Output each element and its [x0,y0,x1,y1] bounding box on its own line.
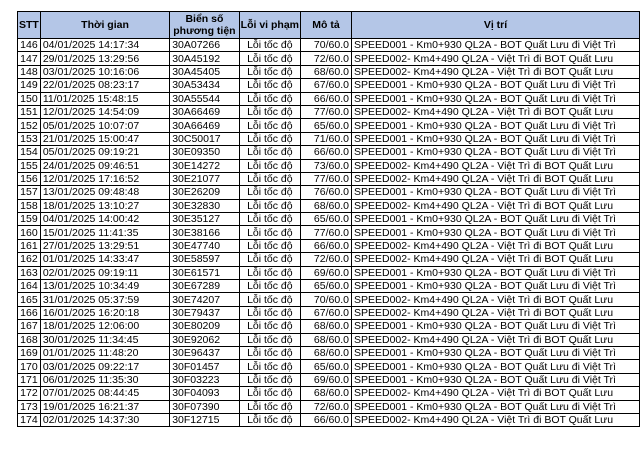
description-cell: 66/60.0 [301,413,352,426]
plate-cell: 30E32830 [170,199,239,212]
header-row [18,12,640,39]
location-cell: SPEED001 - Km0+930 QL2A - BOT Quất Lưu đi Việt Trì [351,79,639,92]
description-cell: 70/60.0 [301,39,352,52]
violation-cell: Lỗi tốc độ [239,280,300,293]
table-row [18,306,640,319]
location-cell: SPEED001 - Km0+930 QL2A - BOT Quất Lưu đi Việt Trì [351,266,639,279]
location-cell: SPEED001 - Km0+930 QL2A - BOT Quất Lưu đi Việt Trì [351,280,639,293]
table-row [18,333,640,346]
location-cell: SPEED001 - Km0+930 QL2A - BOT Quất Lưu đi Việt Trì [351,360,639,373]
plate-cell: 30E21077 [170,172,239,185]
stt-cell: 157 [18,186,41,199]
description-cell: 77/60.0 [301,226,352,239]
table-row [18,253,640,266]
description-cell: 68/60.0 [301,333,352,346]
description-cell: 69/60.0 [301,266,352,279]
time-cell: 12/01/2025 17:16:52 [40,172,169,185]
time-cell: 13/01/2025 09:48:48 [40,186,169,199]
stt-cell: 158 [18,199,41,212]
location-cell: SPEED002- Km4+490 QL2A - Việt Trì đi BOT Quất Lưu [351,159,639,172]
stt-cell: 168 [18,333,41,346]
description-cell: 77/60.0 [301,105,352,118]
plate-cell: 30E80209 [170,320,239,333]
stt-cell: 174 [18,413,41,426]
stt-cell: 153 [18,132,41,145]
description-cell: 73/60.0 [301,159,352,172]
table-row [18,226,640,239]
table-row [18,239,640,252]
time-cell: 11/01/2025 15:48:15 [40,92,169,105]
violation-cell: Lỗi tốc độ [239,400,300,413]
table-row [18,387,640,400]
violation-cell: Lỗi tốc độ [239,333,300,346]
time-cell: 05/01/2025 10:07:07 [40,119,169,132]
stt-cell: 171 [18,373,41,386]
header-location: Vị trí [351,12,639,39]
plate-cell: 30E47740 [170,239,239,252]
plate-cell: 30A55544 [170,92,239,105]
violation-cell: Lỗi tốc độ [239,387,300,400]
table-row [18,79,640,92]
stt-cell: 147 [18,52,41,65]
time-cell: 15/01/2025 11:41:35 [40,226,169,239]
location-cell: SPEED002- Km4+490 QL2A - Việt Trì đi BOT Quất Lưu [351,333,639,346]
violation-cell: Lỗi tốc độ [239,186,300,199]
table-row [18,293,640,306]
time-cell: 18/01/2025 12:06:00 [40,320,169,333]
location-cell: SPEED002- Km4+490 QL2A - Việt Trì đi BOT Quất Lưu [351,172,639,185]
description-cell: 66/60.0 [301,92,352,105]
plate-cell: 30E67289 [170,280,239,293]
stt-cell: 169 [18,346,41,359]
plate-cell: 30A66469 [170,105,239,118]
stt-cell: 166 [18,306,41,319]
violation-cell: Lỗi tốc độ [239,199,300,212]
time-cell: 31/01/2025 05:37:59 [40,293,169,306]
location-cell: SPEED001 - Km0+930 QL2A - BOT Quất Lưu đi Việt Trì [351,226,639,239]
time-cell: 04/01/2025 14:17:34 [40,39,169,52]
plate-cell: 30A53434 [170,79,239,92]
description-cell: 76/60.0 [301,186,352,199]
table-row [18,39,640,52]
time-cell: 02/01/2025 09:19:11 [40,266,169,279]
plate-cell: 30E58597 [170,253,239,266]
description-cell: 77/60.0 [301,172,352,185]
location-cell: SPEED002- Km4+490 QL2A - Việt Trì đi BOT Quất Lưu [351,306,639,319]
plate-cell: 30C50017 [170,132,239,145]
header-plate: Biển số phương tiện [170,12,239,39]
stt-cell: 152 [18,119,41,132]
stt-cell: 154 [18,146,41,159]
violation-cell: Lỗi tốc độ [239,306,300,319]
plate-cell: 30E61571 [170,266,239,279]
violation-cell: Lỗi tốc độ [239,92,300,105]
table-row [18,360,640,373]
violation-cell: Lỗi tốc độ [239,253,300,266]
stt-cell: 150 [18,92,41,105]
violation-cell: Lỗi tốc độ [239,320,300,333]
time-cell: 29/01/2025 13:29:56 [40,52,169,65]
location-cell: SPEED002- Km4+490 QL2A - Việt Trì đi BOT Quất Lưu [351,65,639,78]
time-cell: 06/01/2025 11:35:30 [40,373,169,386]
description-cell: 70/60.0 [301,293,352,306]
description-cell: 67/60.0 [301,306,352,319]
location-cell: SPEED002- Km4+490 QL2A - Việt Trì đi BOT Quất Lưu [351,52,639,65]
violation-cell: Lỗi tốc độ [239,146,300,159]
violation-cell: Lỗi tốc độ [239,105,300,118]
plate-cell: 30A45405 [170,65,239,78]
table-row [18,159,640,172]
stt-cell: 148 [18,65,41,78]
time-cell: 05/01/2025 09:19:21 [40,146,169,159]
description-cell: 68/60.0 [301,346,352,359]
violation-cell: Lỗi tốc độ [239,226,300,239]
location-cell: SPEED002- Km4+490 QL2A - Việt Trì đi BOT Quất Lưu [351,293,639,306]
table-row [18,346,640,359]
plate-cell: 30E09350 [170,146,239,159]
description-cell: 68/60.0 [301,387,352,400]
violation-cell: Lỗi tốc độ [239,65,300,78]
time-cell: 16/01/2025 16:20:18 [40,306,169,319]
table-row [18,199,640,212]
location-cell: SPEED001 - Km0+930 QL2A - BOT Quất Lưu đi Việt Trì [351,213,639,226]
header-time: Thời gian [40,12,169,39]
location-cell: SPEED001 - Km0+930 QL2A - BOT Quất Lưu đi Việt Trì [351,400,639,413]
description-cell: 65/60.0 [301,119,352,132]
table-row [18,92,640,105]
table-row [18,105,640,118]
plate-cell: 30F01457 [170,360,239,373]
violation-cell: Lỗi tốc độ [239,159,300,172]
location-cell: SPEED001 - Km0+930 QL2A - BOT Quất Lưu đi Việt Trì [351,320,639,333]
violation-cell: Lỗi tốc độ [239,132,300,145]
location-cell: SPEED002- Km4+490 QL2A - Việt Trì đi BOT Quất Lưu [351,413,639,426]
time-cell: 01/01/2025 11:48:20 [40,346,169,359]
stt-cell: 149 [18,79,41,92]
plate-cell: 30F07390 [170,400,239,413]
violation-cell: Lỗi tốc độ [239,373,300,386]
violation-cell: Lỗi tốc độ [239,293,300,306]
description-cell: 72/60.0 [301,52,352,65]
stt-cell: 165 [18,293,41,306]
header-stt: STT [18,12,41,39]
time-cell: 04/01/2025 14:00:42 [40,213,169,226]
plate-cell: 30A45192 [170,52,239,65]
time-cell: 27/01/2025 13:29:51 [40,239,169,252]
time-cell: 18/01/2025 13:10:27 [40,199,169,212]
plate-cell: 30A66469 [170,119,239,132]
location-cell: SPEED001 - Km0+930 QL2A - BOT Quất Lưu đi Việt Trì [351,132,639,145]
location-cell: SPEED002- Km4+490 QL2A - Việt Trì đi BOT Quất Lưu [351,199,639,212]
plate-cell: 30E96437 [170,346,239,359]
plate-cell: 30F04093 [170,387,239,400]
table-row [18,65,640,78]
location-cell: SPEED001 - Km0+930 QL2A - BOT Quất Lưu đi Việt Trì [351,146,639,159]
table-row [18,400,640,413]
header-description: Mô tả [301,12,352,39]
violation-cell: Lỗi tốc độ [239,119,300,132]
plate-cell: 30E14272 [170,159,239,172]
description-cell: 69/60.0 [301,373,352,386]
table-row [18,186,640,199]
table-row [18,320,640,333]
description-cell: 65/60.0 [301,280,352,293]
stt-cell: 161 [18,239,41,252]
location-cell: SPEED001 - Km0+930 QL2A - BOT Quất Lưu đi Việt Trì [351,346,639,359]
time-cell: 03/01/2025 09:22:17 [40,360,169,373]
table-row [18,52,640,65]
description-cell: 68/60.0 [301,65,352,78]
time-cell: 21/01/2025 15:00:47 [40,132,169,145]
plate-cell: 30E35127 [170,213,239,226]
time-cell: 07/01/2025 08:44:45 [40,387,169,400]
table-body [18,39,640,427]
table-row [18,146,640,159]
description-cell: 66/60.0 [301,146,352,159]
table-row [18,413,640,426]
location-cell: SPEED002- Km4+490 QL2A - Việt Trì đi BOT Quất Lưu [351,387,639,400]
stt-cell: 163 [18,266,41,279]
location-cell: SPEED001 - Km0+930 QL2A - BOT Quất Lưu đi Việt Trì [351,119,639,132]
time-cell: 22/01/2025 08:23:17 [40,79,169,92]
violation-cell: Lỗi tốc độ [239,346,300,359]
violation-cell: Lỗi tốc độ [239,52,300,65]
stt-cell: 172 [18,387,41,400]
description-cell: 67/60.0 [301,79,352,92]
violation-cell: Lỗi tốc độ [239,360,300,373]
location-cell: SPEED002- Km4+490 QL2A - Việt Trì đi BOT Quất Lưu [351,253,639,266]
time-cell: 01/01/2025 14:33:47 [40,253,169,266]
time-cell: 13/01/2025 10:34:49 [40,280,169,293]
plate-cell: 30E79437 [170,306,239,319]
description-cell: 68/60.0 [301,320,352,333]
time-cell: 02/01/2025 14:37:30 [40,413,169,426]
description-cell: 68/60.0 [301,199,352,212]
description-cell: 65/60.0 [301,360,352,373]
location-cell: SPEED001 - Km0+930 QL2A - BOT Quất Lưu đi Việt Trì [351,39,639,52]
plate-cell: 30E38166 [170,226,239,239]
violation-cell: Lỗi tốc độ [239,172,300,185]
plate-cell: 30A07266 [170,39,239,52]
table-row [18,266,640,279]
time-cell: 30/01/2025 11:34:45 [40,333,169,346]
stt-cell: 164 [18,280,41,293]
plate-cell: 30F03223 [170,373,239,386]
location-cell: SPEED002- Km4+490 QL2A - Việt Trì đi BOT Quất Lưu [351,105,639,118]
stt-cell: 159 [18,213,41,226]
location-cell: SPEED001 - Km0+930 QL2A - BOT Quất Lưu đi Việt Trì [351,92,639,105]
violation-cell: Lỗi tốc độ [239,79,300,92]
table-row [18,213,640,226]
plate-cell: 30E92062 [170,333,239,346]
time-cell: 12/01/2025 14:54:09 [40,105,169,118]
description-cell: 66/60.0 [301,239,352,252]
table-row [18,373,640,386]
description-cell: 72/60.0 [301,253,352,266]
plate-cell: 30E26209 [170,186,239,199]
violation-cell: Lỗi tốc độ [239,239,300,252]
stt-cell: 151 [18,105,41,118]
violation-cell: Lỗi tốc độ [239,266,300,279]
violation-cell: Lỗi tốc độ [239,213,300,226]
stt-cell: 160 [18,226,41,239]
location-cell: SPEED002- Km4+490 QL2A - Việt Trì đi BOT Quất Lưu [351,239,639,252]
stt-cell: 156 [18,172,41,185]
plate-cell: 30F12715 [170,413,239,426]
stt-cell: 146 [18,39,41,52]
location-cell: SPEED001 - Km0+930 QL2A - BOT Quất Lưu đi Việt Trì [351,186,639,199]
table-row [18,132,640,145]
violation-cell: Lỗi tốc độ [239,413,300,426]
table-row [18,119,640,132]
violation-cell: Lỗi tốc độ [239,39,300,52]
table-row [18,172,640,185]
description-cell: 65/60.0 [301,213,352,226]
plate-cell: 30E74207 [170,293,239,306]
header-violation: Lỗi vi phạm [239,12,300,39]
stt-cell: 155 [18,159,41,172]
stt-cell: 173 [18,400,41,413]
stt-cell: 162 [18,253,41,266]
violations-table [17,11,640,427]
location-cell: SPEED001 - Km0+930 QL2A - BOT Quất Lưu đi Việt Trì [351,373,639,386]
stt-cell: 167 [18,320,41,333]
time-cell: 19/01/2025 16:21:37 [40,400,169,413]
stt-cell: 170 [18,360,41,373]
time-cell: 24/01/2025 09:46:51 [40,159,169,172]
description-cell: 72/60.0 [301,400,352,413]
time-cell: 03/01/2025 10:16:06 [40,65,169,78]
table-row [18,280,640,293]
description-cell: 71/60.0 [301,132,352,145]
